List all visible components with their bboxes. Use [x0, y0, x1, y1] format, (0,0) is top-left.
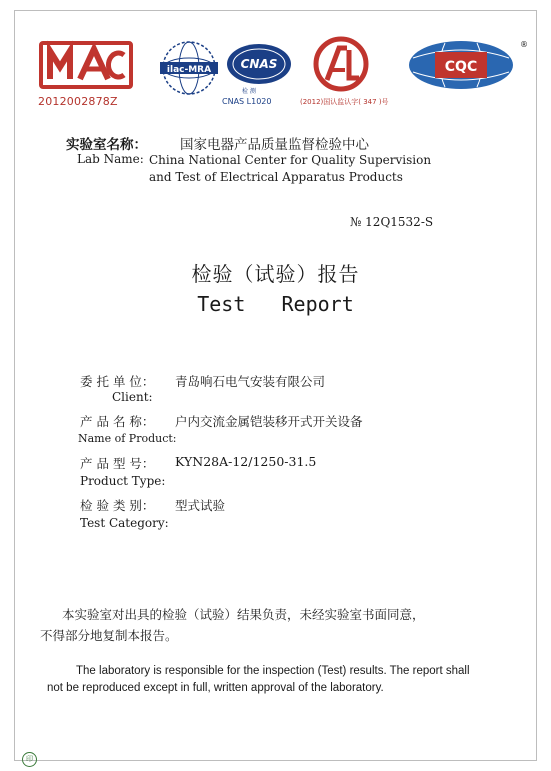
- ilac-mra-logo: [150, 38, 228, 98]
- svg-text:CNAS: CNAS: [240, 57, 278, 71]
- cnas-subtitle: 检 测: [242, 88, 256, 95]
- registered-trademark-icon: ®: [520, 40, 528, 49]
- report-title-cn: 检验（试验）报告: [191, 262, 360, 286]
- notice-cn: [40, 604, 510, 646]
- lab-name-en-label: Lab Name:: [77, 152, 144, 166]
- report-title-en: Test Report: [197, 292, 354, 316]
- notice-cn-line1: 本实验室对出具的检验（试验）结果负责，未经实验室书面同意，: [62, 607, 425, 622]
- print-mark-icon: 印: [22, 752, 37, 767]
- client-en-label: Client:: [112, 390, 153, 404]
- svg-text:ilac-MRA: ilac-MRA: [166, 65, 212, 75]
- cnas-logo: [224, 40, 294, 88]
- product-type-value: KYN28A-12/1250-31.5: [175, 454, 317, 469]
- lab-name-en-line2: and Test of Electrical Apparatus Products: [149, 170, 403, 184]
- cnas-accreditation-code: CNAS L1020: [222, 97, 272, 106]
- svg-text:CQC: CQC: [444, 59, 478, 75]
- test-category-cn-label: 检 验 类 别：: [80, 498, 155, 513]
- lab-name-cn-label: 实验室名称：: [66, 137, 147, 153]
- cal-approval-code: (2012)国认监认字( 347 )号: [300, 98, 389, 106]
- client-value: 青岛响石电气安装有限公司: [175, 374, 326, 389]
- product-type-en-label: Product Type:: [80, 474, 166, 488]
- client-cn-label: 委 托 单 位：: [80, 374, 155, 389]
- lab-name-cn-value: 国家电器产品质量监督检验中心: [180, 137, 369, 153]
- product-name-value: 户内交流金属铠装移开式开关设备: [175, 414, 363, 429]
- lab-name-en-value: [149, 152, 439, 186]
- notice-en-line1: The laboratory is responsible for the inspection (Test) results. The report shall: [76, 665, 470, 677]
- lab-name-en-line1: China National Center for Quality Supervision: [149, 153, 432, 167]
- product-type-cn-label: 产 品 型 号：: [80, 456, 155, 471]
- cma-logo: [38, 37, 134, 93]
- cal-logo: [305, 36, 377, 96]
- test-category-en-label: Test Category:: [80, 516, 169, 530]
- cqc-logo: [405, 38, 517, 92]
- product-name-en-label: Name of Product:: [78, 432, 177, 445]
- product-name-cn-label: 产 品 名 称：: [80, 414, 155, 429]
- notice-cn-line2: 不得部分地复制本报告。: [40, 628, 178, 643]
- cma-registration-code: 2012002878Z: [38, 95, 118, 108]
- report-number: № 12Q1532-S: [350, 215, 434, 229]
- notice-en-line2: not be reproduced except in full, written approval of the laboratory.: [47, 682, 384, 694]
- test-category-value: 型式试验: [175, 498, 226, 513]
- notice-en: [47, 663, 507, 697]
